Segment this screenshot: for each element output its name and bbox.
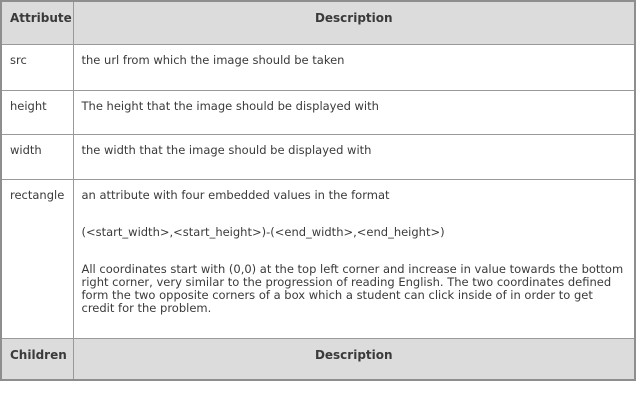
rectangle-paragraph-intro: an attribute with four embedded values in the format — [81, 187, 390, 202]
attribute-cell-width: width — [1, 134, 73, 179]
attribute-cell-height: height — [1, 90, 73, 134]
table-row — [1, 44, 635, 90]
description-cell-height: The height that the image should be displayed with — [73, 90, 635, 134]
description-cell-src: the url from which the image should be taken — [73, 44, 635, 90]
attribute-cell-src: src — [1, 44, 73, 90]
table-row — [1, 90, 635, 134]
header-cell-children: Children — [1, 338, 73, 380]
table-footer-header-row — [1, 338, 635, 380]
description-cell-width: the width that the image should be displayed with — [73, 134, 635, 179]
table-row — [1, 134, 635, 179]
table-row — [1, 179, 635, 338]
rectangle-paragraph-coordinates: All coordinates start with (0,0) at the top left corner and increase in value towards the bottom right corner, very similar to the progression of reading English. The two coordinates defined form the two opposite corners of a box which a student can click inside of in order to get credit for the problem. — [81, 261, 624, 315]
attribute-cell-rectangle: rectangle — [1, 179, 73, 338]
header-cell-children-description: Description — [73, 338, 635, 380]
header-cell-description: Description — [73, 1, 635, 44]
rectangle-paragraph-format: (<start_width>,<start_height>)-(<end_width>,<end_height>) — [81, 224, 445, 239]
description-cell-rectangle — [73, 179, 635, 338]
header-cell-attribute: Attribute — [1, 1, 73, 44]
table-header-row — [1, 1, 635, 44]
